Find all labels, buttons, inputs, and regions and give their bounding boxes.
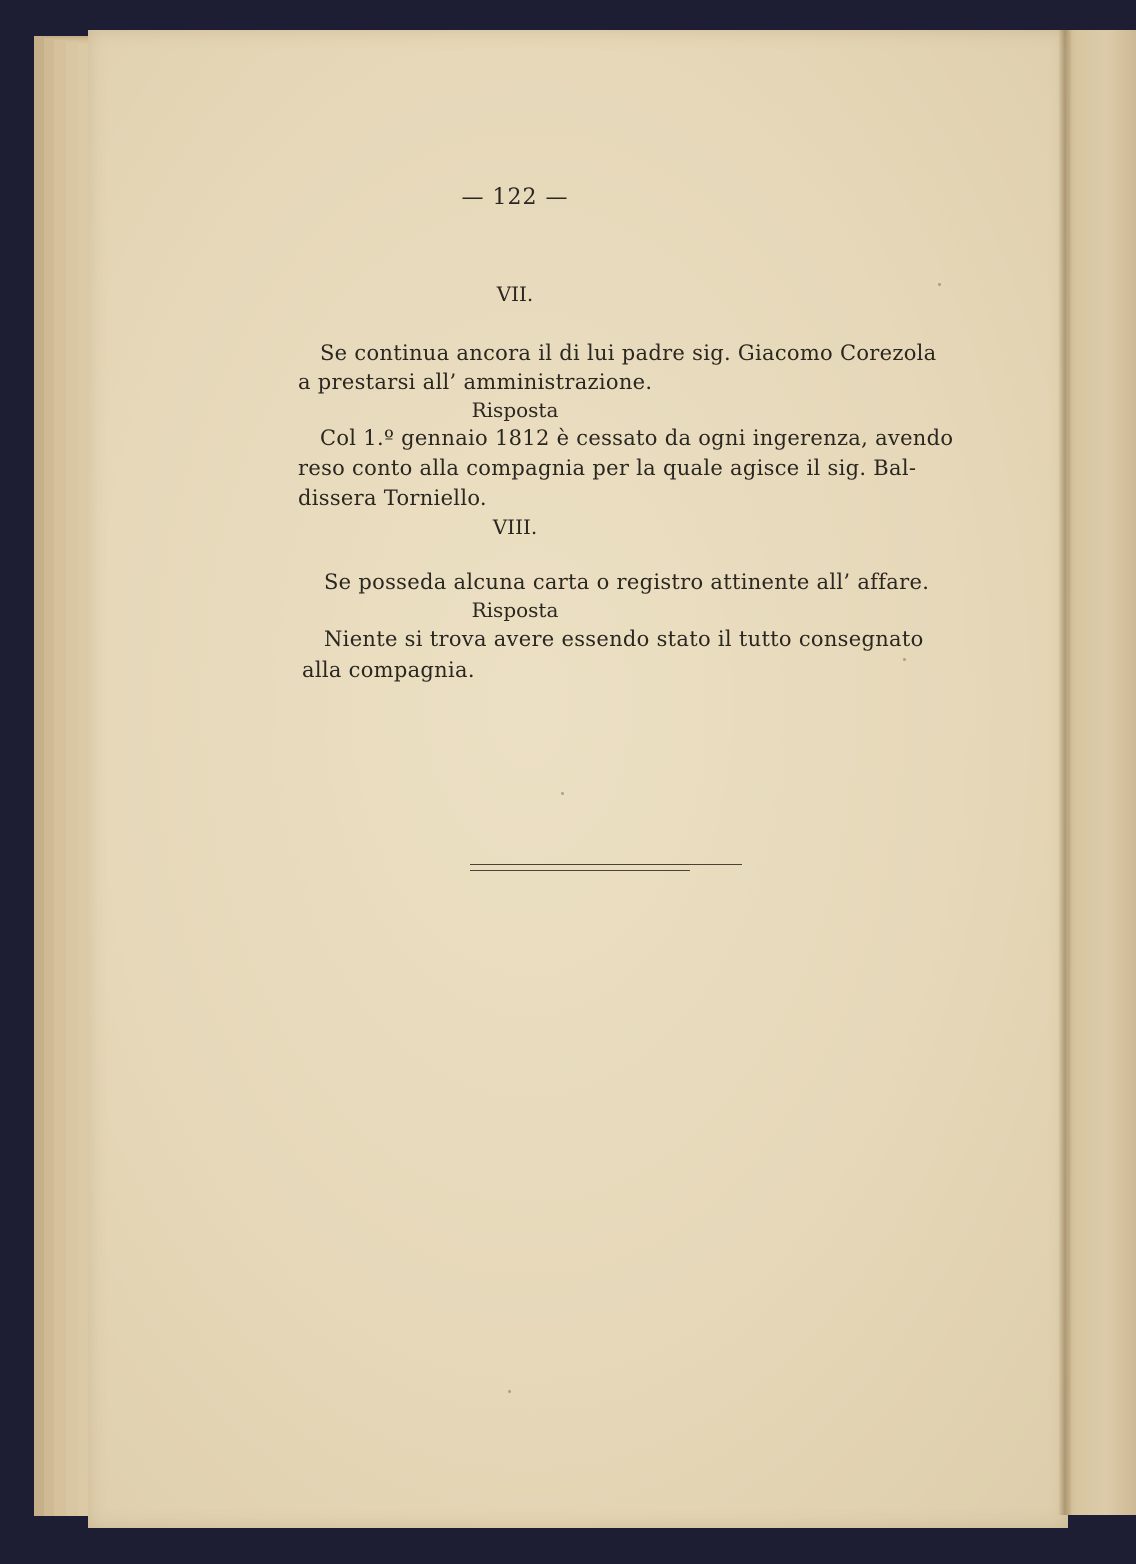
paper-speck [903,658,906,661]
answer-label: Risposta [471,598,559,622]
paper-speck [561,792,564,795]
section-heading: VIII. [492,515,538,539]
paper-speck [508,1390,511,1393]
book-gutter [1058,30,1072,1515]
answer-line: dissera Torniello. [298,486,487,510]
answer-label: Risposta [471,398,559,422]
paper-speck [938,283,941,286]
page-number: — 122 — [461,185,569,210]
page-content [88,30,1068,1528]
question-line: Se posseda alcuna carta o registro attinente all’ affare. [324,570,930,594]
answer-line: alla compagnia. [302,658,475,682]
answer-line: reso conto alla compagnia per la quale agisce il sig. Bal- [298,456,917,480]
facing-page-edge [1062,30,1136,1515]
answer-line: Col 1.º gennaio 1812 è cessato da ogni ingerenza, avendo [320,426,954,450]
question-line: a prestarsi all’ amministrazione. [298,370,653,394]
question-line [320,341,937,365]
section-heading: VII. [496,282,534,306]
book-page [88,30,1068,1528]
closing-rule [470,864,742,865]
closing-rule [470,870,690,871]
answer-line: Niente si trova avere essendo stato il tutto consegnato [324,627,924,651]
question-text: Se continua ancora il di lui padre sig. Giacomo Corezola [320,341,937,365]
